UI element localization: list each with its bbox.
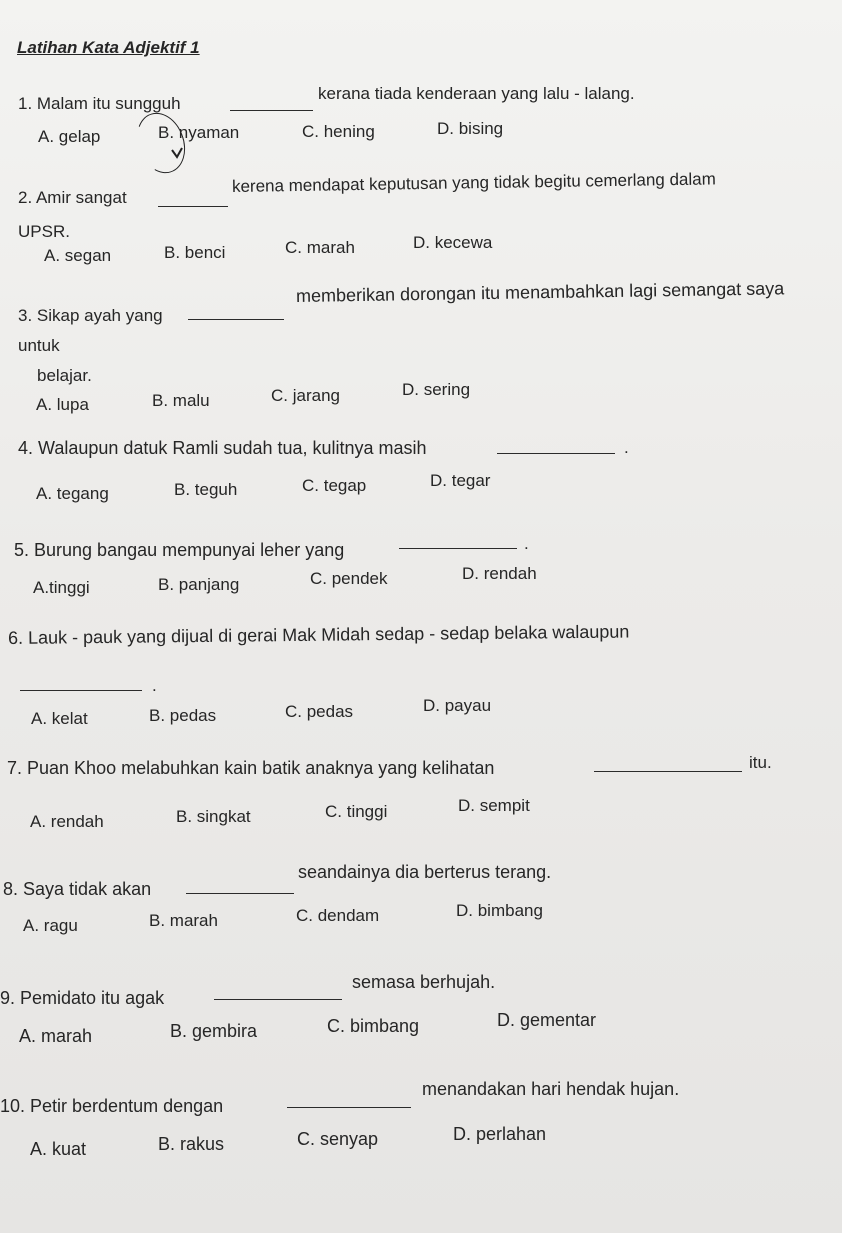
question-1-option-d[interactable]: D. bising — [437, 119, 504, 138]
question-1-option-b[interactable]: B. nyaman — [158, 123, 240, 142]
question-3-blank[interactable] — [188, 319, 284, 320]
answer-circle-mark — [129, 106, 193, 180]
question-3-stem: 3. Sikap ayah yang — [18, 306, 163, 325]
question-3-option-c[interactable]: C. jarang — [271, 386, 340, 405]
question-7-end: itu. — [749, 753, 772, 772]
question-9-stem-end: semasa berhujah. — [352, 972, 496, 992]
question-3-stem-line2: untuk — [18, 336, 60, 355]
question-10-option-c[interactable]: C. senyap — [297, 1129, 379, 1149]
question-10-stem-end: menandakan hari hendak hujan. — [422, 1079, 680, 1099]
question-3-option-b[interactable]: B. malu — [152, 391, 210, 410]
question-8-option-c[interactable]: C. dendam — [296, 906, 380, 925]
question-5-option-c[interactable]: C. pendek — [310, 569, 388, 588]
question-5-option-b[interactable]: B. panjang — [158, 575, 240, 594]
question-8-blank[interactable] — [186, 893, 294, 894]
question-4-stem: 4. Walaupun datuk Ramli sudah tua, kulitnya masih — [18, 438, 427, 458]
question-8-stem-end: seandainya dia berterus terang. — [298, 862, 552, 882]
question-8-stem: 8. Saya tidak akan — [3, 879, 152, 899]
question-10-stem: 10. Petir berdentum dengan — [0, 1096, 224, 1116]
question-7-option-c[interactable]: C. tinggi — [325, 802, 388, 821]
question-4-end: . — [624, 438, 629, 457]
question-6-blank[interactable] — [20, 690, 142, 691]
question-4-option-d[interactable]: D. tegar — [430, 471, 491, 490]
question-9-option-b[interactable]: B. gembira — [170, 1021, 258, 1041]
question-2-option-c[interactable]: C. marah — [285, 238, 355, 257]
question-4-option-c[interactable]: C. tegap — [302, 476, 367, 495]
question-6-option-d[interactable]: D. payau — [423, 696, 492, 715]
question-3-option-d[interactable]: D. sering — [402, 380, 471, 399]
question-9-stem: 9. Pemidato itu agak — [0, 988, 165, 1008]
question-7-option-d[interactable]: D. sempit — [458, 796, 530, 815]
question-8-option-b[interactable]: B. marah — [149, 911, 218, 930]
question-1-stem-end: kerana tiada kenderaan yang lalu - lalang. — [318, 84, 635, 103]
question-5-option-d[interactable]: D. rendah — [462, 564, 537, 583]
question-6-option-a[interactable]: A. kelat — [31, 709, 88, 728]
checkmark-icon — [170, 146, 184, 160]
question-8-option-d[interactable]: D. bimbang — [456, 901, 543, 920]
question-10-blank[interactable] — [287, 1107, 411, 1108]
question-5-stem: 5. Burung bangau mempunyai leher yang — [14, 540, 345, 560]
question-8-option-a[interactable]: A. ragu — [23, 916, 78, 935]
question-2-blank[interactable] — [158, 206, 228, 207]
question-9-option-d[interactable]: D. gementar — [497, 1010, 597, 1030]
question-7-option-b[interactable]: B. singkat — [176, 807, 251, 826]
question-6-end: . — [152, 676, 157, 695]
question-9-option-a[interactable]: A. marah — [19, 1026, 93, 1046]
question-1-stem: 1. Malam itu sungguh — [18, 94, 181, 113]
question-2-option-a[interactable]: A. segan — [44, 246, 112, 265]
question-2-stem: 2. Amir sangat — [18, 188, 127, 207]
question-10-option-a[interactable]: A. kuat — [30, 1139, 87, 1159]
question-2-option-b[interactable]: B. benci — [164, 243, 226, 262]
question-9-blank[interactable] — [214, 999, 342, 1000]
worksheet-title: Latihan Kata Adjektif 1 — [17, 38, 200, 57]
question-7-blank[interactable] — [594, 771, 742, 772]
question-1-option-a[interactable]: A. gelap — [38, 127, 101, 146]
question-2-option-d[interactable]: D. kecewa — [413, 233, 493, 252]
question-5-option-a[interactable]: A.tinggi — [33, 578, 90, 597]
question-6-stem: 6. Lauk - pauk yang dijual di gerai Mak Midah sedap - sedap belaka walaupun — [7, 621, 630, 648]
question-6-option-b[interactable]: B. pedas — [149, 706, 217, 725]
question-4-blank[interactable] — [497, 453, 615, 454]
question-3-stem-line3: belajar. — [37, 366, 92, 385]
question-2-stem-end: kerena mendapat keputusan yang tidak begitu cemerlang dalam — [231, 169, 716, 196]
question-4-option-b[interactable]: B. teguh — [174, 480, 238, 499]
question-10-option-d[interactable]: D. perlahan — [453, 1124, 547, 1144]
question-10-option-b[interactable]: B. rakus — [158, 1134, 225, 1154]
question-9-option-c[interactable]: C. bimbang — [327, 1016, 420, 1036]
question-4-option-a[interactable]: A. tegang — [36, 484, 109, 503]
question-5-end: . — [524, 534, 529, 553]
question-7-stem: 7. Puan Khoo melabuhkan kain batik anaknya yang kelihatan — [7, 758, 495, 778]
question-2-stem-line2: UPSR. — [18, 222, 70, 241]
question-1-option-c[interactable]: C. hening — [302, 122, 375, 141]
question-1-blank[interactable] — [230, 110, 313, 111]
question-3-stem-end: memberikan dorongan itu menambahkan lagi semangat saya — [295, 278, 785, 306]
question-6-option-c[interactable]: C. pedas — [285, 702, 354, 721]
question-3-option-a[interactable]: A. lupa — [36, 395, 89, 414]
question-5-blank[interactable] — [399, 548, 517, 549]
question-7-option-a[interactable]: A. rendah — [30, 812, 104, 831]
